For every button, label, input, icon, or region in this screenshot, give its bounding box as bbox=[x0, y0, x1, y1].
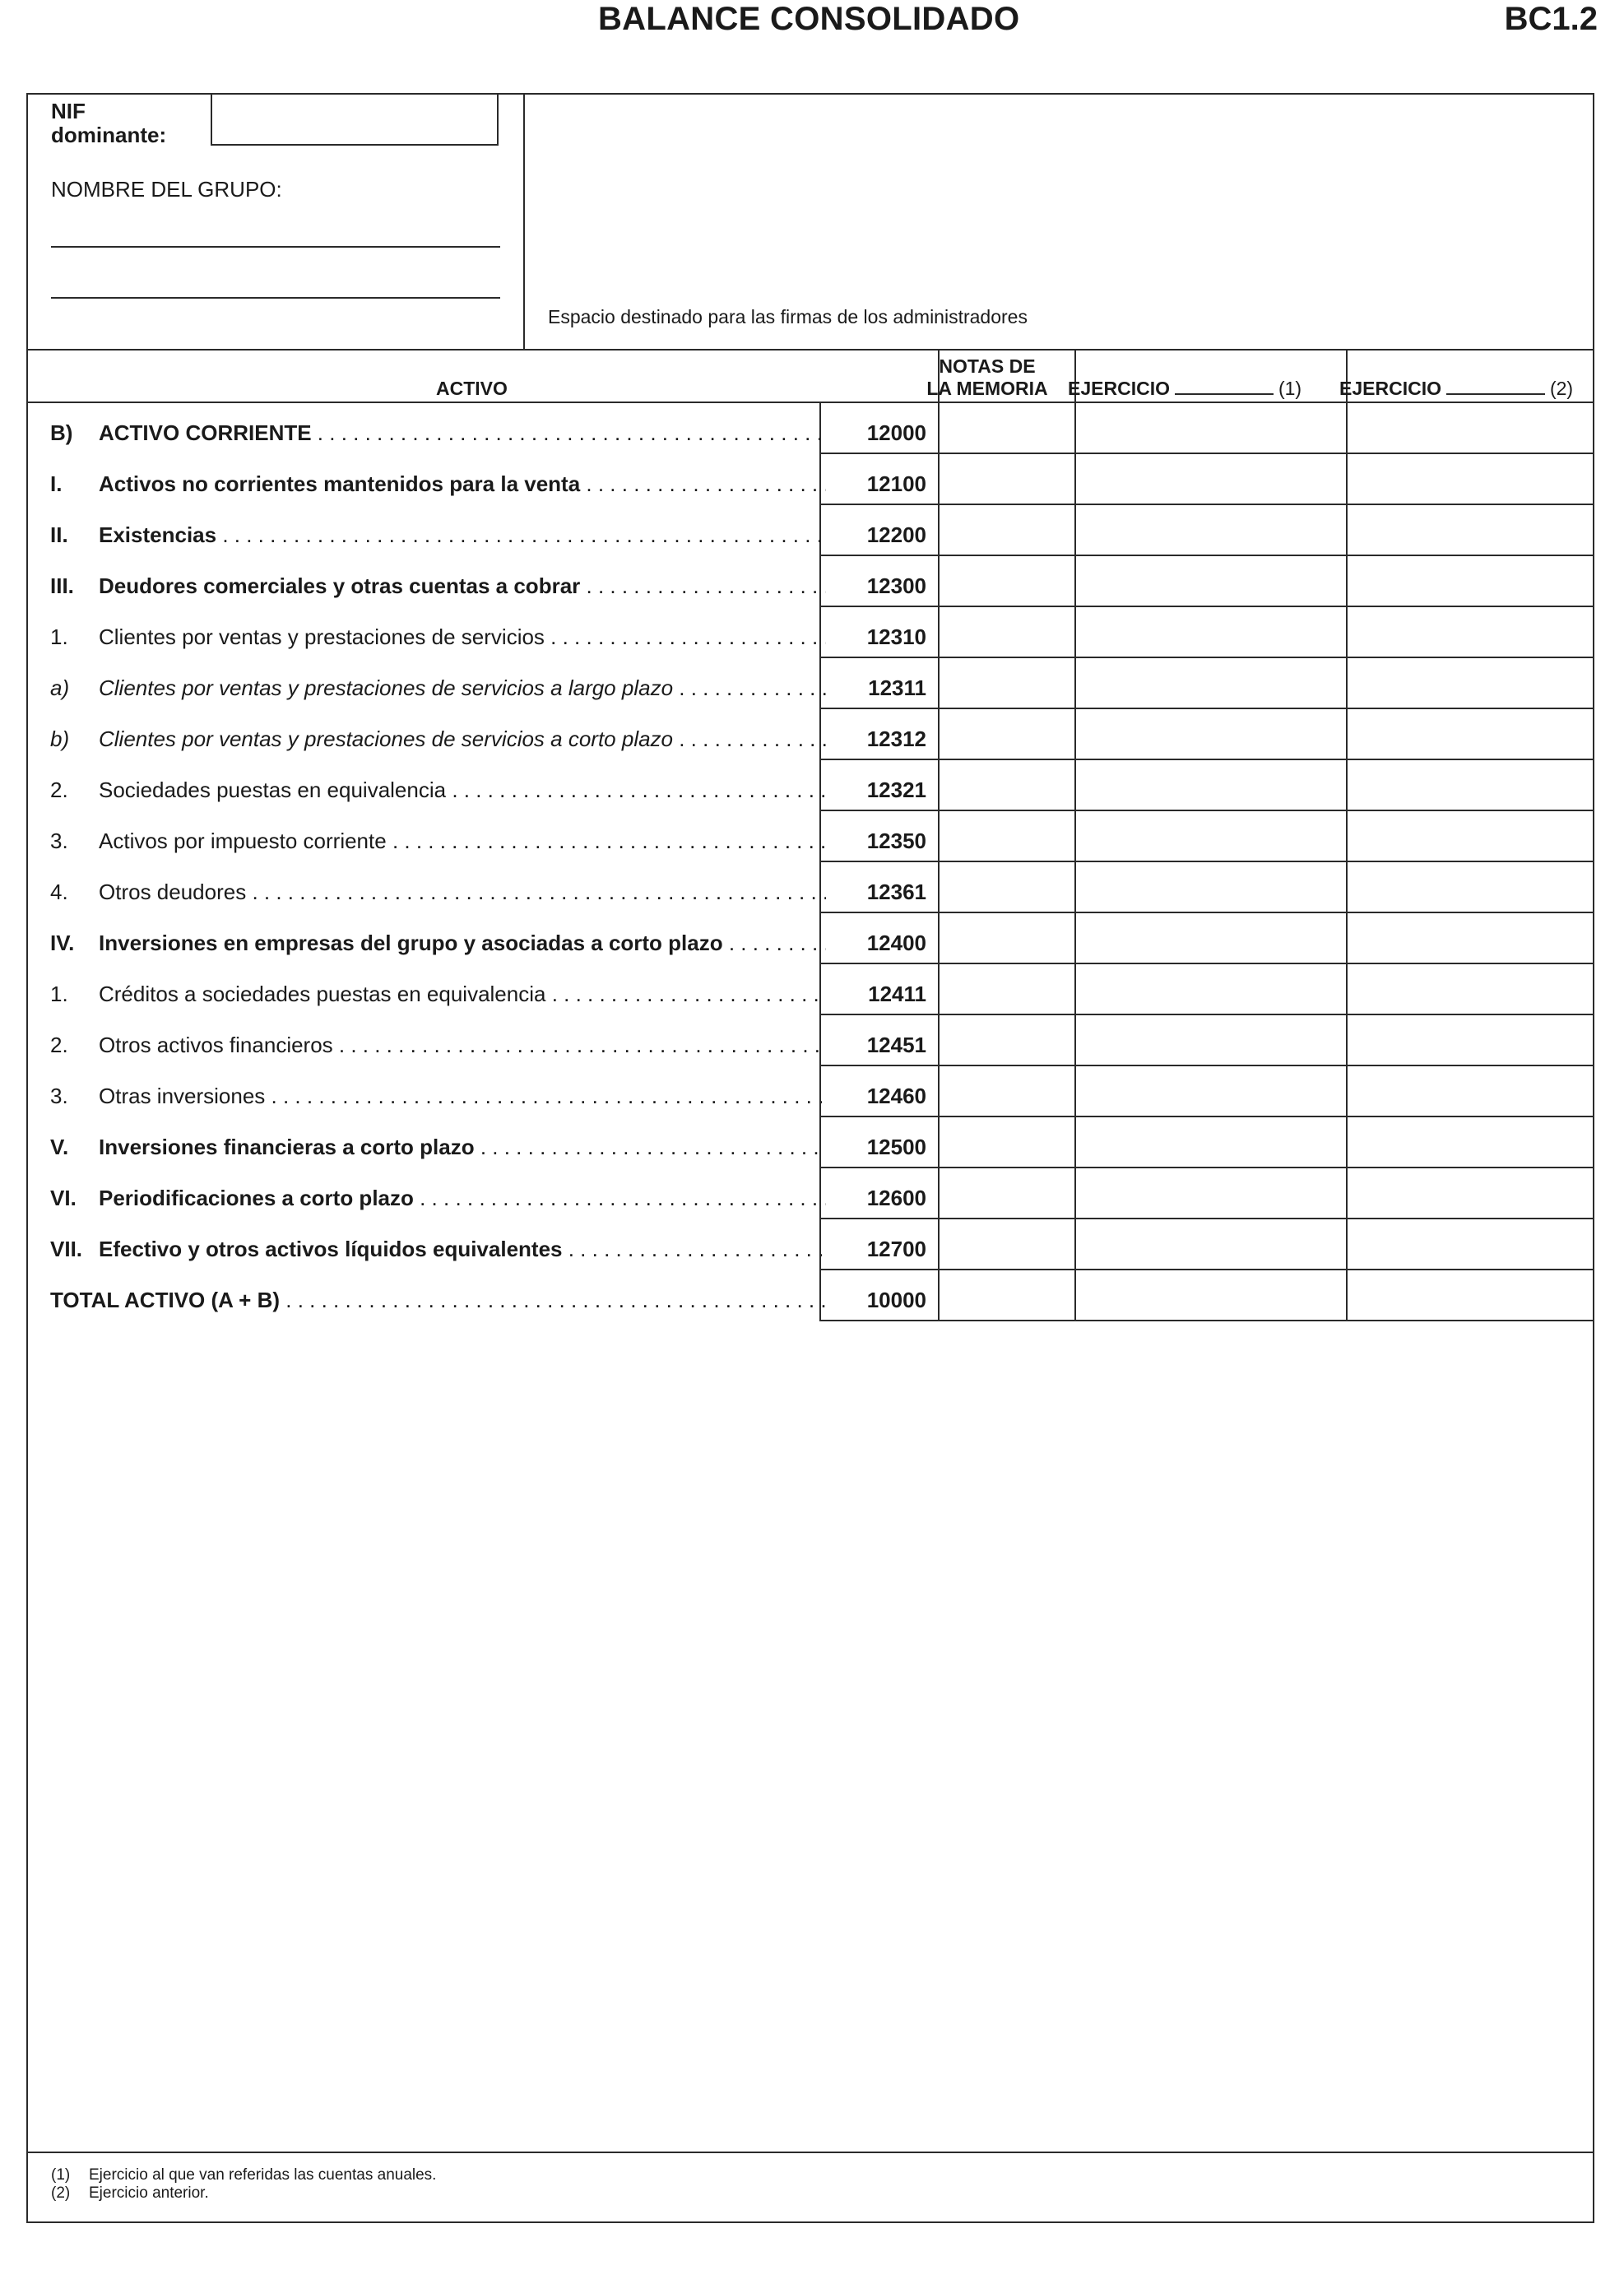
row-label: Deudores comerciales y otras cuentas a cobrar . . . bbox=[99, 573, 826, 599]
ejercicio-2-cell[interactable] bbox=[1346, 1168, 1594, 1219]
row-label: Sociedades puestas en equivalencia . . . bbox=[99, 778, 826, 803]
table-row bbox=[28, 1168, 1593, 1219]
col-header-activo: ACTIVO bbox=[436, 378, 508, 399]
notas-cell[interactable] bbox=[938, 1219, 1074, 1270]
ejercicio-1-cell[interactable] bbox=[1074, 1117, 1346, 1168]
table-row bbox=[28, 811, 1593, 862]
row-label: TOTAL ACTIVO (A + B) . . . bbox=[50, 1288, 826, 1313]
notas-cell[interactable] bbox=[938, 1117, 1074, 1168]
footnote-1-num: (1) bbox=[51, 2166, 71, 2184]
table-row bbox=[28, 1066, 1593, 1117]
row-code: 12350 bbox=[866, 829, 926, 853]
ejercicio-1-cell[interactable] bbox=[1074, 1066, 1346, 1117]
ejercicio-2-cell[interactable] bbox=[1346, 760, 1594, 811]
ejercicio-1-cell[interactable] bbox=[1074, 964, 1346, 1015]
ejercicio-2-cell[interactable] bbox=[1346, 1270, 1594, 1321]
ejercicio-2-cell[interactable] bbox=[1346, 1219, 1594, 1270]
signature-divider bbox=[523, 95, 525, 349]
col-header-notas bbox=[920, 355, 1055, 400]
row-code: 10000 bbox=[866, 1288, 926, 1312]
ejercicio-2-cell[interactable] bbox=[1346, 964, 1594, 1015]
table-row bbox=[28, 556, 1593, 607]
table-row bbox=[28, 658, 1593, 709]
row-code: 12400 bbox=[866, 931, 926, 955]
page-title: BALANCE CONSOLIDADO bbox=[598, 1, 1020, 37]
grupo-name-line-1[interactable] bbox=[51, 246, 500, 248]
ejercicio-1-cell[interactable] bbox=[1074, 1270, 1346, 1321]
row-number: II. bbox=[50, 522, 68, 547]
notas-cell[interactable] bbox=[938, 964, 1074, 1015]
ejercicio-2-cell[interactable] bbox=[1346, 556, 1594, 607]
notas-cell[interactable] bbox=[938, 760, 1074, 811]
notas-cell[interactable] bbox=[938, 1168, 1074, 1219]
row-code: 12311 bbox=[868, 675, 926, 700]
row-code: 12361 bbox=[866, 880, 926, 904]
row-number: III. bbox=[50, 573, 74, 598]
row-code: 12411 bbox=[868, 982, 926, 1006]
row-number: 3. bbox=[50, 829, 68, 853]
ejercicio-2-cell[interactable] bbox=[1346, 403, 1594, 454]
ejercicio-2-cell[interactable] bbox=[1346, 607, 1594, 658]
row-code: 12000 bbox=[866, 420, 926, 445]
ejercicio-1-cell[interactable] bbox=[1074, 1168, 1346, 1219]
table-row bbox=[28, 709, 1593, 760]
table-row bbox=[28, 1219, 1593, 1270]
ejercicio-1-cell[interactable] bbox=[1074, 709, 1346, 760]
notas-cell[interactable] bbox=[938, 658, 1074, 709]
row-label: Activos por impuesto corriente . . . bbox=[99, 829, 826, 854]
ejercicio-1-cell[interactable] bbox=[1074, 607, 1346, 658]
footnote-2 bbox=[51, 2184, 209, 2203]
row-number: 1. bbox=[50, 624, 68, 649]
row-label: Clientes por ventas y prestaciones de servicios . . . bbox=[99, 624, 826, 650]
row-number: I. bbox=[50, 471, 63, 496]
notas-cell[interactable] bbox=[938, 913, 1074, 964]
ejercicio-2-cell[interactable] bbox=[1346, 658, 1594, 709]
notas-cell[interactable] bbox=[938, 709, 1074, 760]
table-row bbox=[28, 964, 1593, 1015]
row-code: 12312 bbox=[866, 727, 926, 751]
form-code: BC1.2 bbox=[1504, 1, 1598, 37]
ejercicio-2-cell[interactable] bbox=[1346, 811, 1594, 862]
row-number: b) bbox=[50, 727, 70, 751]
row-label: Activos no corrientes mantenidos para la venta . . . bbox=[99, 471, 826, 497]
notas-cell[interactable] bbox=[938, 556, 1074, 607]
row-number: 4. bbox=[50, 880, 68, 904]
col-header-ej2-ref: (2) bbox=[1549, 378, 1574, 399]
row-code: 12200 bbox=[866, 522, 926, 547]
signature-area-label: Espacio destinado para las firmas de los administradores bbox=[548, 306, 1028, 327]
notas-cell[interactable] bbox=[938, 1015, 1074, 1066]
table-row bbox=[28, 454, 1593, 505]
grupo-label: NOMBRE DEL GRUPO: bbox=[51, 177, 282, 202]
row-number: IV. bbox=[50, 931, 75, 955]
row-number: VI. bbox=[50, 1186, 77, 1210]
nif-label-line1: NIF bbox=[51, 99, 86, 123]
row-label: Existencias . . . bbox=[99, 522, 826, 548]
table-row bbox=[28, 862, 1593, 913]
table-row bbox=[28, 1117, 1593, 1168]
ejercicio-1-cell[interactable] bbox=[1074, 811, 1346, 862]
footnote-1-text: Ejercicio al que van referidas las cuentas anuales. bbox=[89, 2166, 437, 2184]
nif-input-box[interactable] bbox=[211, 93, 499, 146]
ejercicio-2-cell[interactable] bbox=[1346, 1066, 1594, 1117]
row-label: Otros deudores . . . bbox=[99, 880, 826, 905]
ejercicio-1-cell[interactable] bbox=[1074, 913, 1346, 964]
ejercicio-1-year-blank[interactable] bbox=[1175, 377, 1274, 395]
row-code: 12100 bbox=[866, 471, 926, 496]
col-header-ej2-label: EJERCICIO bbox=[1339, 378, 1441, 399]
row-number: 1. bbox=[50, 982, 68, 1006]
table-row bbox=[28, 760, 1593, 811]
table-row bbox=[28, 1015, 1593, 1066]
col-header-ej1-label: EJERCICIO bbox=[1068, 378, 1170, 399]
footnote-2-text: Ejercicio anterior. bbox=[89, 2184, 209, 2202]
ejercicio-1-cell[interactable] bbox=[1074, 556, 1346, 607]
row-number: 3. bbox=[50, 1084, 68, 1108]
table-row bbox=[28, 403, 1593, 454]
ejercicio-2-cell[interactable] bbox=[1346, 709, 1594, 760]
row-code: 12500 bbox=[866, 1135, 926, 1159]
row-label: Créditos a sociedades puestas en equivalencia . . . bbox=[99, 982, 826, 1007]
row-number: VII. bbox=[50, 1237, 83, 1261]
row-label: Clientes por ventas y prestaciones de servicios a largo plazo . . . bbox=[99, 675, 826, 701]
table-row bbox=[28, 1270, 1593, 1321]
table-row bbox=[28, 913, 1593, 964]
row-label: Inversiones en empresas del grupo y asociadas a corto plazo . . . bbox=[99, 931, 826, 956]
row-number: 2. bbox=[50, 1033, 68, 1057]
ejercicio-1-cell[interactable] bbox=[1074, 1219, 1346, 1270]
ejercicio-1-cell[interactable] bbox=[1074, 658, 1346, 709]
row-code: 12321 bbox=[866, 778, 926, 802]
table-row bbox=[28, 607, 1593, 658]
form-frame bbox=[26, 93, 1594, 2223]
row-code: 12300 bbox=[866, 573, 926, 598]
notas-cell[interactable] bbox=[938, 505, 1074, 556]
ejercicio-2-cell[interactable] bbox=[1346, 454, 1594, 505]
ejercicio-2-cell[interactable] bbox=[1346, 505, 1594, 556]
notas-cell[interactable] bbox=[938, 607, 1074, 658]
row-code: 12460 bbox=[866, 1084, 926, 1108]
row-label: Clientes por ventas y prestaciones de servicios a corto plazo . . . bbox=[99, 727, 826, 752]
row-code: 12700 bbox=[866, 1237, 926, 1261]
row-number: V. bbox=[50, 1135, 69, 1159]
notas-cell[interactable] bbox=[938, 454, 1074, 505]
ejercicio-2-cell[interactable] bbox=[1346, 1117, 1594, 1168]
row-label: Otros activos financieros . . . bbox=[99, 1033, 826, 1058]
ejercicio-1-cell[interactable] bbox=[1074, 454, 1346, 505]
col-header-notas-line2: LA MEMORIA bbox=[926, 378, 1048, 399]
footnote-divider bbox=[28, 2152, 1593, 2153]
row-label: ACTIVO CORRIENTE . . . bbox=[99, 420, 826, 446]
ejercicio-1-cell[interactable] bbox=[1074, 505, 1346, 556]
ejercicio-2-cell[interactable] bbox=[1346, 1015, 1594, 1066]
col-header-ejercicio-2 bbox=[1339, 377, 1594, 400]
footnote-1 bbox=[51, 2166, 436, 2184]
ejercicio-2-cell[interactable] bbox=[1346, 913, 1594, 964]
notas-cell[interactable] bbox=[938, 1066, 1074, 1117]
row-code: 12310 bbox=[866, 624, 926, 649]
col-header-ejercicio-1 bbox=[1068, 377, 1323, 400]
ejercicio-2-year-blank[interactable] bbox=[1446, 377, 1545, 395]
grupo-name-line-2[interactable] bbox=[51, 297, 500, 299]
table-row bbox=[28, 505, 1593, 556]
row-label: Periodificaciones a corto plazo . . . bbox=[99, 1186, 826, 1211]
notas-cell[interactable] bbox=[938, 403, 1074, 454]
col-header-notas-line1: NOTAS DE bbox=[939, 355, 1036, 377]
ejercicio-2-cell[interactable] bbox=[1346, 862, 1594, 913]
row-label: Otras inversiones . . . bbox=[99, 1084, 826, 1109]
balance-table bbox=[28, 350, 1593, 1321]
notas-cell[interactable] bbox=[938, 862, 1074, 913]
ejercicio-1-cell[interactable] bbox=[1074, 760, 1346, 811]
footnote-2-num: (2) bbox=[51, 2184, 71, 2202]
table-header bbox=[28, 350, 1593, 403]
ejercicio-1-cell[interactable] bbox=[1074, 1015, 1346, 1066]
table-body bbox=[28, 403, 1593, 1321]
nif-label-line2: dominante: bbox=[51, 123, 167, 147]
row-number: 2. bbox=[50, 778, 68, 802]
row-label: Efectivo y otros activos líquidos equivalentes . . . bbox=[99, 1237, 826, 1262]
col-header-ej1-ref: (1) bbox=[1278, 378, 1302, 399]
row-number: B) bbox=[50, 420, 73, 445]
notas-cell[interactable] bbox=[938, 1270, 1074, 1321]
row-label: Inversiones financieras a corto plazo . . . bbox=[99, 1135, 826, 1160]
row-number: a) bbox=[50, 675, 70, 700]
nif-label bbox=[51, 100, 166, 147]
ejercicio-1-cell[interactable] bbox=[1074, 862, 1346, 913]
ejercicio-1-cell[interactable] bbox=[1074, 403, 1346, 454]
row-code: 12600 bbox=[866, 1186, 926, 1210]
notas-cell[interactable] bbox=[938, 811, 1074, 862]
row-code: 12451 bbox=[866, 1033, 926, 1057]
